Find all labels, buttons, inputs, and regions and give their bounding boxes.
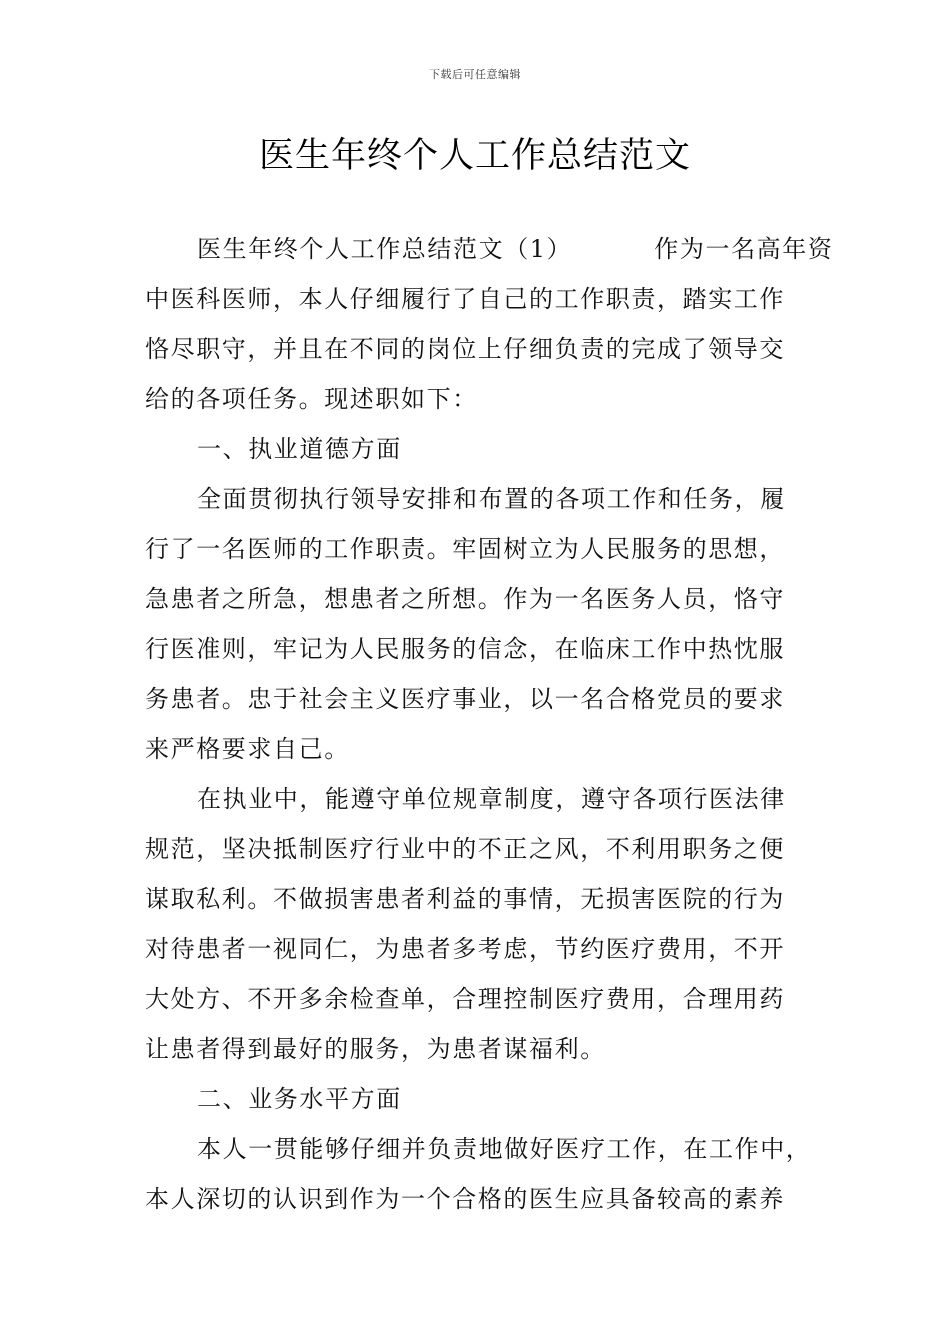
paragraph-line [145,224,834,274]
paragraph-line: 行医准则，牢记为人民服务的信念，在临床工作中热忱服 [145,635,785,663]
paragraph-line: 来严格要求自己。 [145,735,350,763]
paragraph-line: 规范，坚决抵制医疗行业中的不正之风，不利用职务之便 [145,835,785,863]
paragraph-line: 在执业中，能遵守单位规章制度，遵守各项行医法律 [197,785,786,813]
document-body [145,224,834,1224]
paragraph-line: 让患者得到最好的服务，为患者谋福利。 [145,1035,606,1063]
paragraph-line: 行了一名医师的工作职责。牢固树立为人民服务的思想， [145,535,785,563]
paragraph-line: 恪尽职守，并且在不同的岗位上仔细负责的完成了领导交 [145,335,785,363]
section-heading: 二、业务水平方面 [197,1085,402,1113]
header-note: 下载后可任意编辑 [429,68,521,81]
paragraph-line: 给的各项任务。现述职如下： [145,385,478,413]
paragraph-line: 务患者。忠于社会主义医疗事业，以一名合格党员的要求 [145,685,785,713]
line-text-continued: 作为一名高年资 [654,235,834,263]
paragraph-line: 谋取私利。不做损害患者利益的事情，无损害医院的行为 [145,885,785,913]
paragraph-line: 对待患者一视同仁，为患者多考虑，节约医疗费用，不开 [145,935,785,963]
paragraph-line: 急患者之所急，想患者之所想。作为一名医务人员，恪守 [145,585,785,613]
line-text: 医生年终个人工作总结范文（1） [197,235,573,263]
paragraph-line: 大处方、不开多余检查单，合理控制医疗费用，合理用药 [145,985,785,1013]
paragraph-line: 本人深切的认识到作为一个合格的医生应具备较高的素养 [145,1185,785,1213]
paragraph-line: 中医科医师，本人仔细履行了自己的工作职责，踏实工作 [145,285,785,313]
section-heading: 一、执业道德方面 [197,435,402,463]
paragraph-line: 全面贯彻执行领导安排和布置的各项工作和任务，履 [197,485,786,513]
paragraph-line: 本人一贯能够仔细并负责地做好医疗工作，在工作中， [197,1135,812,1163]
document-title: 医生年终个人工作总结范文 [258,136,691,176]
